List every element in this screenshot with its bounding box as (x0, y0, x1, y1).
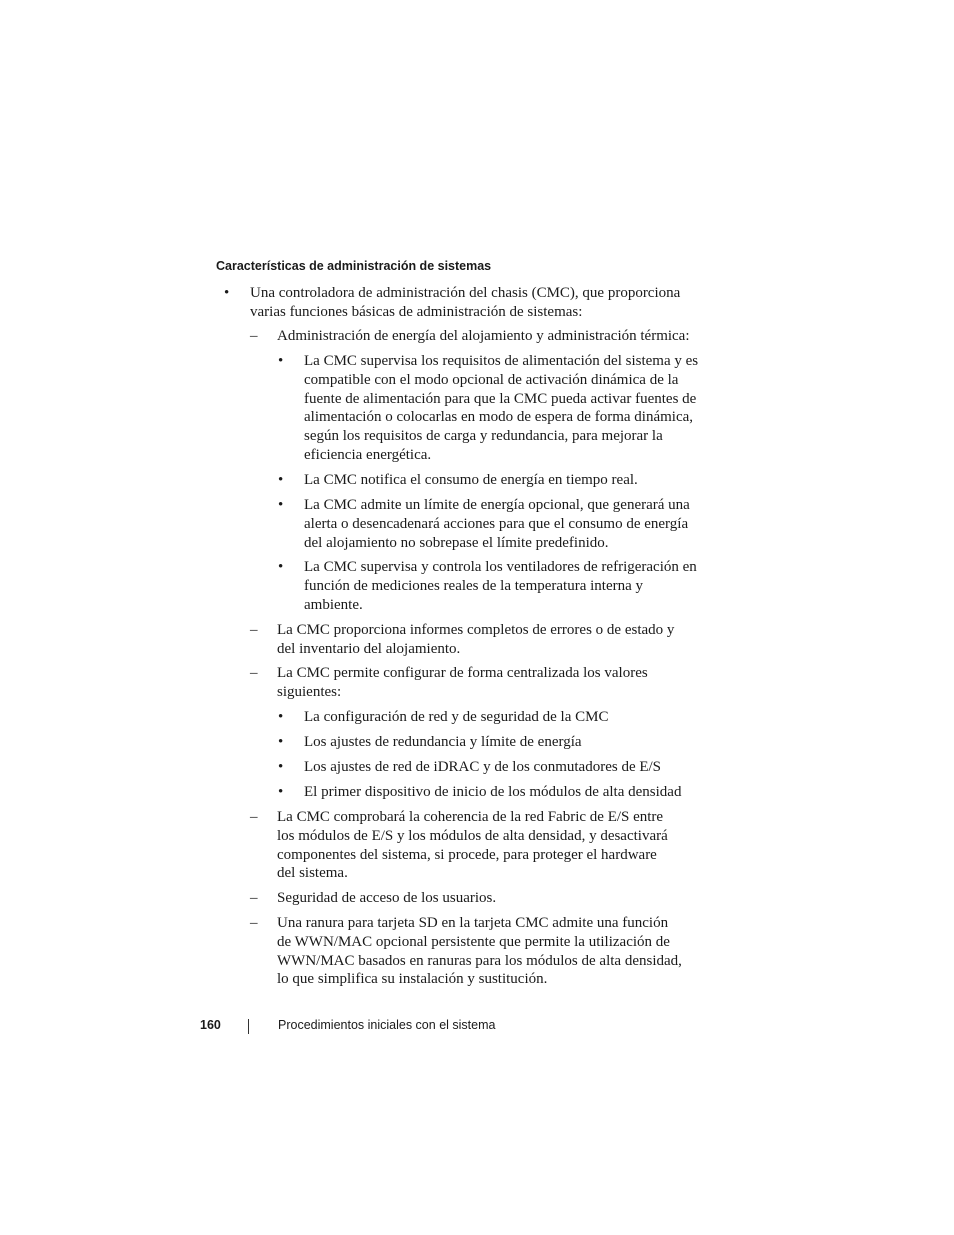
list-item-text: Seguridad de acceso de los usuarios. (277, 890, 497, 906)
list-item-text: La CMC permite configurar de forma centralizada los valores (277, 665, 648, 681)
list-item-text: varias funciones básicas de administración de sistemas: (250, 303, 583, 320)
bullet-marker: • (224, 285, 230, 301)
list-item-text: del sistema. (277, 865, 348, 882)
list-item-text: eficiencia energética. (304, 447, 432, 463)
list-item-text: de WWN/MAC opcional persistente que permite la utilización de (277, 933, 670, 950)
page-number: 160 (200, 1018, 221, 1032)
list-item-text: Una ranura para tarjeta SD en la tarjeta CMC admite una función (277, 915, 669, 931)
list-item-text: alimentación o colocarlas en modo de espera de forma dinámica, (304, 409, 694, 426)
bullet-marker: • (278, 709, 284, 725)
dash-marker: – (250, 328, 258, 344)
bullet-marker: • (278, 759, 284, 775)
list-item-text: compatible con el modo opcional de activación dinámica de la (304, 371, 679, 388)
dash-marker: – (250, 915, 258, 931)
list-item-text: La CMC comprobará la coherencia de la red Fabric de E/S entre (277, 809, 664, 825)
list-item-text: componentes del sistema, si procede, para proteger el hardware (277, 846, 657, 863)
list-item-text: La CMC notifica el consumo de energía en tiempo real. (304, 472, 638, 488)
list-item-text: Una controladora de administración del chasis (CMC), que proporciona (250, 285, 681, 301)
footer-title: Procedimientos iniciales con el sistema (278, 1018, 496, 1032)
bullet-marker: • (278, 784, 284, 800)
list-item-text: del alojamiento no sobrepase el límite predefinido. (304, 534, 609, 551)
list-item-text: La CMC supervisa los requisitos de alimentación del sistema y es (304, 353, 699, 369)
list-item-text: según los requisitos de carga y redundancia, para mejorar la (304, 428, 663, 445)
list-item-text: alerta o desencadenará acciones para que el consumo de energía (304, 515, 689, 532)
list-item-text: siguientes: (277, 683, 342, 700)
list-item-text: La CMC admite un límite de energía opcional, que generará una (304, 497, 690, 513)
list-item-text: lo que simplifica su instalación y sustitución. (277, 971, 548, 988)
list-item-text: Administración de energía del alojamiento y administración térmica: (277, 328, 690, 344)
list-item-text: La configuración de red y de seguridad de la CMC (304, 709, 609, 725)
list-item-text: La CMC supervisa y controla los ventiladores de refrigeración en (304, 559, 697, 575)
list-item-text: ambiente. (304, 596, 363, 613)
list-item-text: WWN/MAC basados en ranuras para los módulos de alta densidad, (277, 952, 682, 969)
section-title: Características de administración de sistemas (216, 259, 492, 273)
list-item-text: El primer dispositivo de inicio de los módulos de alta densidad (304, 784, 682, 800)
dash-marker: – (250, 665, 258, 681)
dash-marker: – (250, 890, 258, 906)
dash-marker: – (250, 622, 258, 638)
list-item-text: los módulos de E/S y los módulos de alta densidad, y desactivará (277, 827, 668, 844)
list-item-text: fuente de alimentación para que la CMC pueda activar fuentes de (304, 390, 697, 407)
list-item-text: La CMC proporciona informes completos de errores o de estado y (277, 622, 675, 638)
list-item-text: del inventario del alojamiento. (277, 640, 461, 657)
bullet-marker: • (278, 472, 284, 488)
footer-divider (248, 1019, 249, 1034)
bullet-marker: • (278, 497, 284, 513)
list-item-text: Los ajustes de redundancia y límite de energía (304, 734, 582, 750)
list-item-text: función de mediciones reales de la temperatura interna y (304, 577, 644, 594)
bullet-marker: • (278, 734, 284, 750)
dash-marker: – (250, 809, 258, 825)
bullet-marker: • (278, 353, 284, 369)
bullet-marker: • (278, 559, 284, 575)
list-item-text: Los ajustes de red de iDRAC y de los conmutadores de E/S (304, 759, 662, 775)
